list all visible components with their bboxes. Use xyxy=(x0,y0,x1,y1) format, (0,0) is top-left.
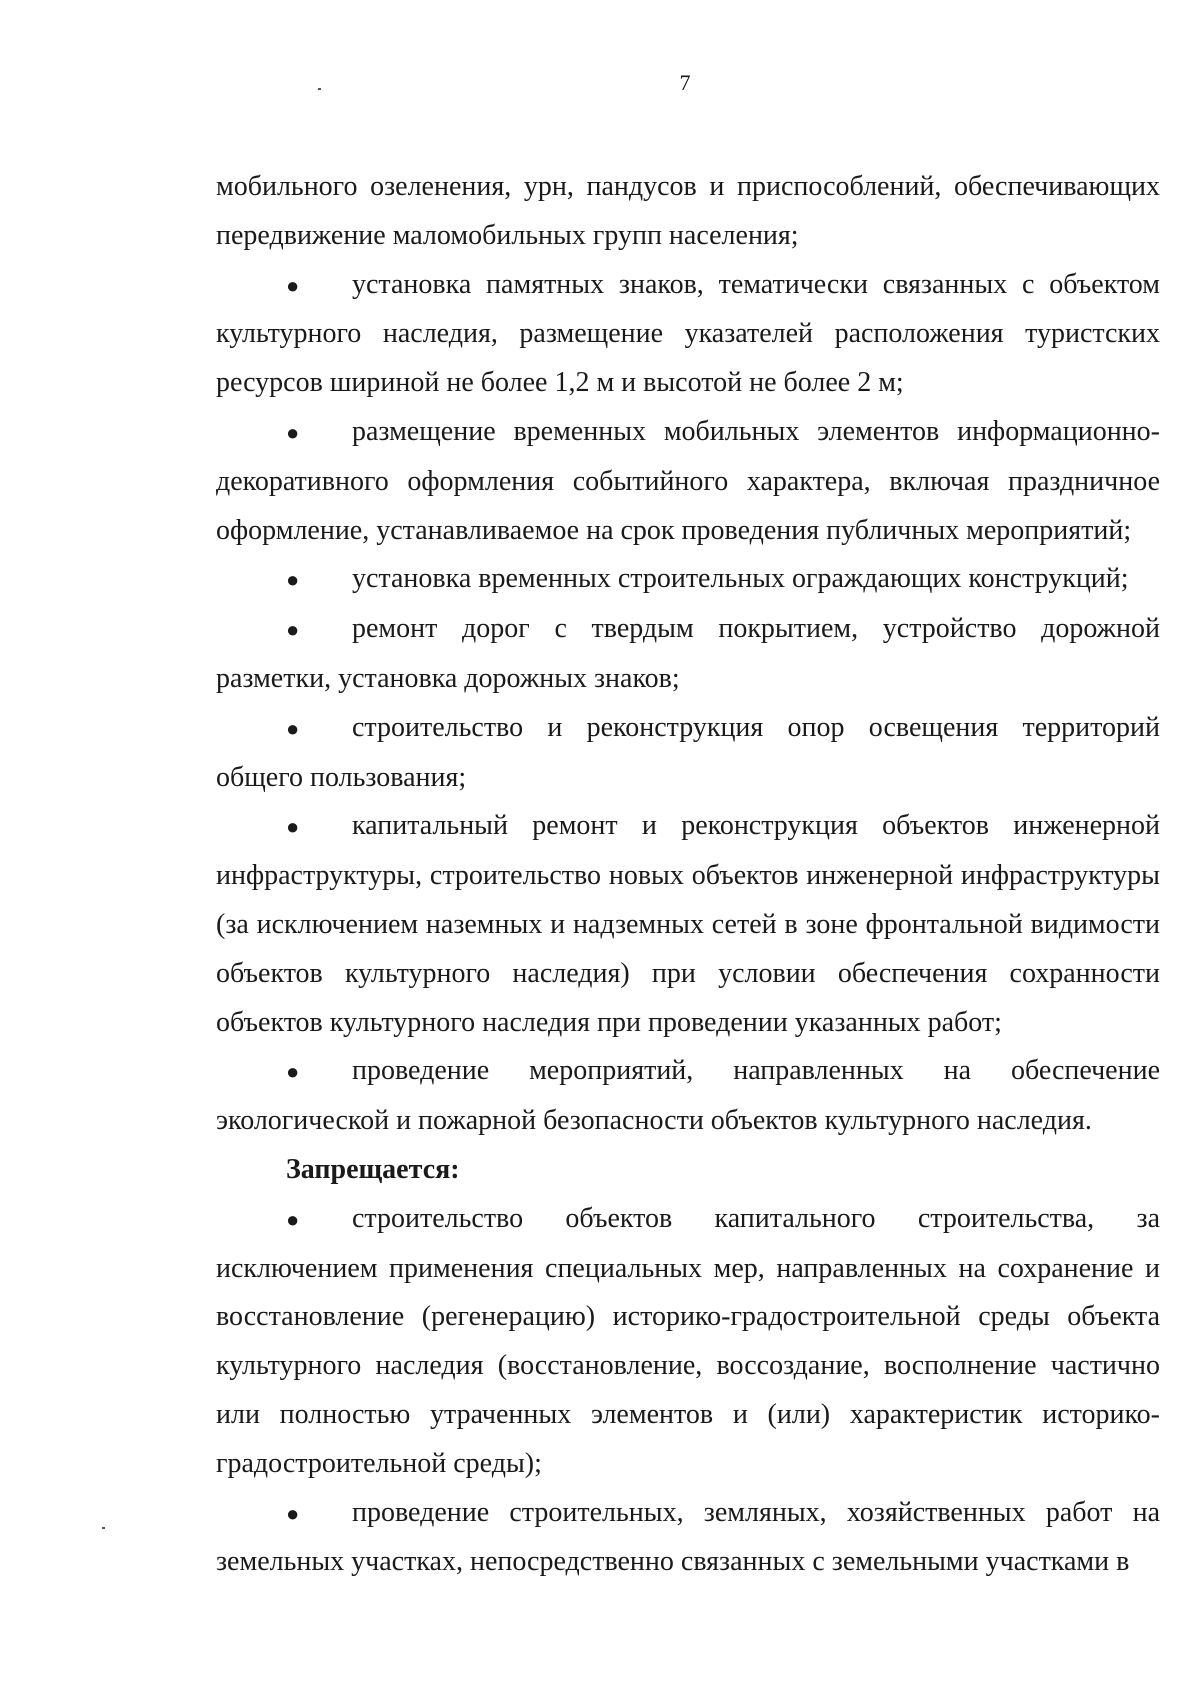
page-number: 7 xyxy=(679,70,691,95)
bullet-icon: ● xyxy=(286,814,300,840)
list-item xyxy=(216,1489,1160,1588)
scan-speck xyxy=(102,1527,105,1529)
list-item-text: капитальный ремонт и реконструкция объектов инженерной инфраструктуры, строительство новых объектов инженерной инфраструктуры (за исключением наземных и надземных сетей в зоне фронтальной видимости объектов культурного наследия) при условии обеспечения сохранности объектов культурного наследия при проведении указанных работ; xyxy=(216,810,1160,1038)
list-item xyxy=(216,704,1160,803)
bullet-icon: ● xyxy=(286,1059,300,1085)
list-item xyxy=(216,261,1160,408)
list-item-text: строительство объектов капитального строительства, за исключением применения специальных мер, направленных на сохранение и восстановление (регенерацию) историко-градостроительной среды объекта культурного наследия (восстановление, воссоздание, восполнение частично или полностью утраченных элементов и (или) характеристик историко-градостроительной среды); xyxy=(216,1202,1160,1479)
list-item-text: установка временных строительных ограждающих конструкций; xyxy=(352,563,1129,595)
bullet-icon: ● xyxy=(286,567,300,593)
bullet-icon: ● xyxy=(286,715,300,741)
list-item-text: проведение мероприятий, направленных на обеспечение экологической и пожарной безопасности объектов культурного наследия. xyxy=(216,1055,1160,1137)
list-item-text: установка памятных знаков, тематически связанных с объектом культурного наследия, размещение указателей расположения туристских ресурсов шириной не более 1,2 м и высотой не более 2 м; xyxy=(216,268,1160,399)
scan-speck xyxy=(318,88,321,90)
intro-paragraph: мобильного озеленения, урн, пандусов и приспособлений, обеспечивающих передвижение маломобильных групп населения; xyxy=(216,171,1160,251)
list-item-text: строительство и реконструкция опор освещения территорий общего пользования; xyxy=(216,711,1160,793)
list-item xyxy=(216,555,1160,605)
list-item xyxy=(216,408,1160,555)
list-item xyxy=(216,802,1160,1047)
list-item xyxy=(216,1047,1160,1146)
bullet-icon: ● xyxy=(286,272,300,298)
list-item-text: проведение строительных, земляных, хозяйственных работ на земельных участках, непосредственно связанных с земельными участками в xyxy=(216,1496,1160,1578)
document-body xyxy=(216,163,1160,1587)
bullet-icon: ● xyxy=(286,1206,300,1232)
bullet-icon: ● xyxy=(286,1500,300,1526)
bullet-icon: ● xyxy=(286,419,300,445)
list-item xyxy=(216,1195,1160,1489)
list-item xyxy=(216,605,1160,704)
list-item-text: ремонт дорог с твердым покрытием, устройство дорожной разметки, установка дорожных знаков; xyxy=(216,613,1160,694)
list-item-text: размещение временных мобильных элементов информационно-декоративного оформления событийного характера, включая праздничное оформление, устанавливаемое на срок проведения публичных мероприятий; xyxy=(216,415,1160,546)
section-heading: Запрещается: xyxy=(286,1153,460,1185)
bullet-icon: ● xyxy=(286,617,300,643)
